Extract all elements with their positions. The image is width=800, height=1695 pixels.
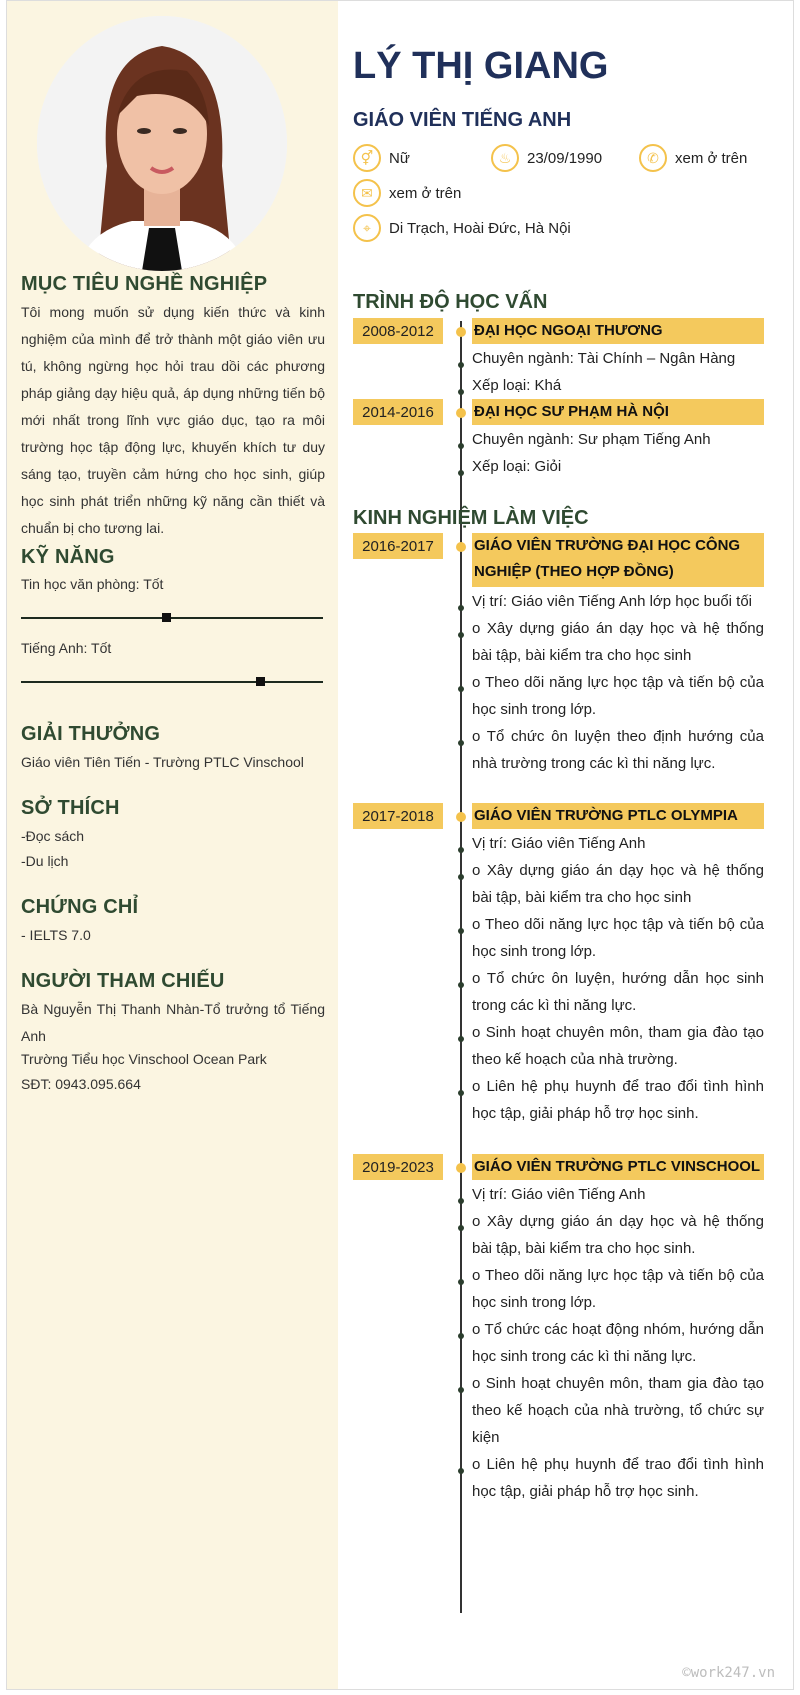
timeline-dot: [456, 327, 466, 337]
experience-item: o Theo dõi năng lực học tập và tiến bộ của học sinh trong lớp.: [472, 916, 764, 960]
experience-item: o Tổ chức các hoạt động nhóm, hướng dẫn học sinh trong các kì thi năng lực.: [472, 1321, 764, 1365]
contact-phone: [639, 144, 747, 172]
experience-company: GIÁO VIÊN TRƯỜNG ĐẠI HỌC CÔNG NGHIỆP (THEO HỢP ĐỒNG): [472, 533, 764, 587]
birthday-value: 23/09/1990: [527, 149, 603, 167]
gender-icon: ⚥: [353, 144, 381, 172]
experience-item: o Theo dõi năng lực học tập và tiến bộ của học sinh trong lớp.: [472, 1267, 764, 1311]
contact-email: [353, 179, 461, 207]
experience-item: o Xây dựng giáo án dạy học và hệ thống bài tập, bài kiểm tra cho học sinh.: [472, 1213, 764, 1257]
experience-item: o Tổ chức ôn luyện, hướng dẫn học sinh trong các kì thi năng lực.: [472, 970, 764, 1014]
timeline-dot: [456, 408, 466, 418]
education-major: Chuyên ngành: Tài Chính – Ngân Hàng: [472, 350, 736, 367]
job-title: GIÁO VIÊN TIẾNG ANH: [353, 109, 572, 131]
phone-value: xem ở trên: [675, 149, 748, 167]
education-school: ĐẠI HỌC SƯ PHẠM HÀ NỘI: [472, 399, 764, 425]
skill-level-office: [162, 613, 171, 622]
skill-bar-english: [21, 681, 323, 683]
profile-photo: [37, 16, 287, 271]
hobbies-title: SỞ THÍCH: [21, 797, 120, 819]
timeline-bullet: [458, 982, 464, 988]
awards-text: Giáo viên Tiên Tiến - Trường PTLC Vinschool: [21, 754, 304, 770]
cake-icon: ♨: [491, 144, 519, 172]
gender-value: Nữ: [389, 149, 410, 167]
awards-title: GIẢI THƯỞNG: [21, 723, 161, 745]
experience-item: o Sinh hoạt chuyên môn, tham gia đào tạo theo kế hoạch của nhà trường.: [472, 1024, 764, 1068]
certificate-item: - IELTS 7.0: [21, 927, 91, 943]
skills-title: KỸ NĂNG: [21, 546, 115, 568]
education-grade: Xếp loại: Khá: [472, 377, 562, 394]
experience-item: Vị trí: Giáo viên Tiếng Anh: [472, 1186, 646, 1203]
experience-title: KINH NGHIỆM LÀM VIỆC: [353, 507, 589, 529]
timeline-bullet: [458, 928, 464, 934]
experience-item: Vị trí: Giáo viên Tiếng Anh lớp học buổi tối: [472, 593, 752, 610]
experience-company: GIÁO VIÊN TRƯỜNG PTLC OLYMPIA: [472, 803, 764, 829]
timeline-bullet: [458, 1279, 464, 1285]
certificates-title: CHỨNG CHỈ: [21, 896, 139, 918]
contact-birthday: [491, 144, 602, 172]
education-grade: Xếp loại: Giỏi: [472, 458, 562, 475]
timeline-bullet: [458, 847, 464, 853]
timeline-bullet: [458, 1333, 464, 1339]
hobby-item: -Du lịch: [21, 853, 69, 869]
experience-year: 2016-2017: [353, 533, 443, 559]
watermark: ©work247.vn: [682, 1665, 775, 1681]
experience-item: o Liên hệ phụ huynh để trao đổi tình hình học tập, giải pháp hỗ trợ học sinh.: [472, 1078, 764, 1122]
timeline-bullet: [458, 1387, 464, 1393]
experience-item: o Xây dựng giáo án dạy học và hệ thống bài tập, bài kiểm tra cho học sinh: [472, 620, 764, 664]
references-title: NGƯỜI THAM CHIẾU: [21, 970, 225, 992]
timeline-bullet: [458, 1036, 464, 1042]
hobby-item: -Đọc sách: [21, 828, 85, 844]
timeline-bullet: [458, 443, 464, 449]
mail-icon: ✉: [353, 179, 381, 207]
timeline-bullet: [458, 1225, 464, 1231]
objective-title: MỤC TIÊU NGHỀ NGHIỆP: [21, 273, 268, 295]
cv-page: [6, 0, 794, 1690]
education-major: Chuyên ngành: Sư phạm Tiếng Anh: [472, 431, 711, 448]
experience-item: o Liên hệ phụ huynh để trao đổi tình hình học tập, giải pháp hỗ trợ học sinh.: [472, 1456, 764, 1500]
email-value: xem ở trên: [389, 184, 462, 202]
timeline-bullet: [458, 470, 464, 476]
skill-label-english: Tiếng Anh: Tốt: [21, 640, 112, 656]
experience-year: 2017-2018: [353, 803, 443, 829]
timeline-bullet: [458, 605, 464, 611]
timeline-bullet: [458, 686, 464, 692]
reference-line: SĐT: 0943.095.664: [21, 1076, 141, 1092]
education-school: ĐẠI HỌC NGOẠI THƯƠNG: [472, 318, 764, 344]
timeline-dot: [456, 812, 466, 822]
experience-item: Vị trí: Giáo viên Tiếng Anh: [472, 835, 646, 852]
timeline-dot: [456, 1163, 466, 1173]
experience-year: 2019-2023: [353, 1154, 443, 1180]
education-year: 2008-2012: [353, 318, 443, 344]
location-icon: ⌖: [353, 214, 381, 242]
left-sidebar: [7, 1, 338, 1689]
objective-text: Tôi mong muốn sử dụng kiến thức và kinh nghiệm của mình để trở thành một giáo viên ưu tú, không ngừng học hỏi trau dồi các phương pháp giảng dạy hiệu quả, áp dụng những tiến bộ mới nhất trong lĩnh vực giáo dục, tạo ra môi trường học tập động lực, khuyến khích tư duy sáng tạo, truyền cảm hứng cho học sinh, giúp học sinh phát triển những kỹ năng cần thiết và chuẩn bị cho tương lai.: [21, 304, 325, 536]
experience-item: o Xây dựng giáo án dạy học và hệ thống bài tập, bài kiểm tra cho học sinh: [472, 862, 764, 906]
skill-level-english: [256, 677, 265, 686]
timeline-bullet: [458, 1198, 464, 1204]
contact-gender: [353, 144, 410, 172]
contact-address: [353, 214, 571, 242]
timeline-bullet: [458, 632, 464, 638]
skill-label-office: Tin học văn phòng: Tốt: [21, 576, 164, 592]
timeline-bullet: [458, 874, 464, 880]
timeline-bullet: [458, 740, 464, 746]
experience-item: o Tổ chức ôn luyện theo định hướng của nhà trường trong các kì thi năng lực.: [472, 728, 764, 772]
reference-line: Bà Nguyễn Thị Thanh Nhàn-Tổ trưởng tổ Tiếng Anh: [21, 1001, 325, 1044]
phone-icon: ✆: [639, 144, 667, 172]
timeline-bullet: [458, 1468, 464, 1474]
experience-item: o Theo dõi năng lực học tập và tiến bộ của học sinh trong lớp.: [472, 674, 764, 718]
skill-bar-office: [21, 617, 323, 619]
timeline-bullet: [458, 362, 464, 368]
reference-line: Trường Tiểu học Vinschool Ocean Park: [21, 1051, 267, 1067]
timeline-dot: [456, 542, 466, 552]
candidate-name: LÝ THỊ GIANG: [353, 45, 609, 87]
experience-company: GIÁO VIÊN TRƯỜNG PTLC VINSCHOOL: [472, 1154, 764, 1180]
timeline-bullet: [458, 389, 464, 395]
education-title: TRÌNH ĐỘ HỌC VẤN: [353, 291, 548, 313]
education-year: 2014-2016: [353, 399, 443, 425]
timeline-bullet: [458, 1090, 464, 1096]
address-value: Di Trạch, Hoài Đức, Hà Nội: [389, 219, 571, 237]
experience-item: o Sinh hoạt chuyên môn, tham gia đào tạo theo kế hoạch của nhà trường, tổ chức sự kiện: [472, 1375, 764, 1446]
